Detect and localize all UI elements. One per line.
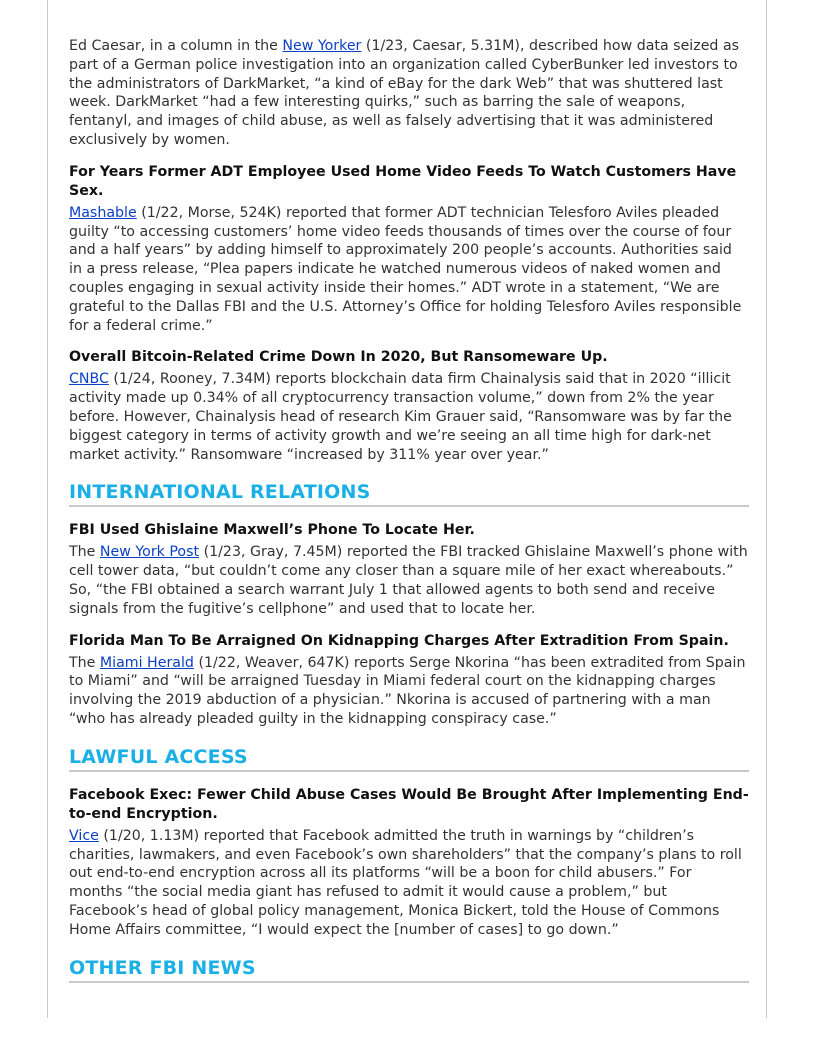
article-headline: Facebook Exec: Fewer Child Abuse Cases Would Be Brought After Implementing End-to-end Encryption. <box>69 786 749 822</box>
article-body <box>69 543 749 618</box>
source-link[interactable]: CNBC <box>69 371 109 388</box>
article-headline: Florida Man To Be Arraigned On Kidnapping Charges After Extradition From Spain. <box>69 632 729 649</box>
article-text: (1/20, 1.13M) reported that Facebook admitted the truth in warnings by “children’s charities, lawmakers, and even Facebook’s own shareholders” that the company’s plans to roll out end-to-end encryption across all its platforms “will be a boon for child abusers.” For months “the social media giant has refused to admit it would cause a problem,” but Facebook’s head of global policy management, Monica Bickert, told the House of Commons Home Affairs committee, “I would expect the [number of cases] to go down.” <box>69 827 742 938</box>
article-body <box>69 204 749 336</box>
section-heading-international-relations: INTERNATIONAL RELATIONS <box>69 481 749 507</box>
article-text: (1/23, Caesar, 5.31M), described how data seized as part of a German police investigation into an organization called CyberBunker led investors to the administrators of DarkMarket, “a kind of eBay for the dark Web” that was shuttered last week. DarkMarket “had a few interesting quirks,” such as barring the sale of weapons, fentanyl, and images of child abuse, as well as falsely advertising that it was administered exclusively by women. <box>69 38 740 148</box>
section-heading-other-fbi-news: OTHER FBI NEWS <box>69 957 749 983</box>
article-headline: FBI Used Ghislaine Maxwell’s Phone To Locate Her. <box>69 522 475 539</box>
article-text: (1/22, Morse, 524K) reported that former ADT technician Telesforo Aviles pleaded guilty “to accessing customers’ home video feeds thousands of times over the course of four and a half years” by adding himself to approximately 200 people’s accounts. Authorities said in a press release, “Plea papers indicate he watched numerous videos of naked women and couples engaging in sexual activity inside their homes.” ADT wrote in a statement, “We are grateful to the Dallas FBI and the U.S. Attorney’s Office for holding Telesforo Aviles responsible for a federal crime.” <box>69 204 742 334</box>
article-lead: The <box>69 654 100 671</box>
newsletter-content <box>69 37 749 983</box>
article-headline: Overall Bitcoin-Related Crime Down In 2020, But Ransomeware Up. <box>69 349 608 366</box>
article-body <box>69 370 749 464</box>
section-heading-lawful-access: LAWFUL ACCESS <box>69 746 749 772</box>
newsletter-page <box>47 0 767 1018</box>
source-link[interactable]: Vice <box>69 827 99 844</box>
article-text: (1/23, Gray, 7.45M) reported the FBI tracked Ghislaine Maxwell’s phone with cell tower data, “but couldn’t come any closer than a square mile of her exact whereabouts.” So, “the FBI obtained a search warrant July 1 that allowed agents to both send and receive signals from the fugitive’s cellphone” and used that to locate her. <box>69 544 748 617</box>
article-lead: Ed Caesar, in a column in the <box>69 38 283 54</box>
article-body <box>69 827 749 940</box>
article-lead: The <box>69 544 100 561</box>
article-headline: For Years Former ADT Employee Used Home Video Feeds To Watch Customers Have Sex. <box>69 163 737 199</box>
source-link[interactable]: New Yorker <box>282 38 362 54</box>
article-text: (1/24, Rooney, 7.34M) reports blockchain data firm Chainalysis said that in 2020 “illicit activity made up 0.34% of all cryptocurrency transaction volume,” down from 2% the year before. However, Chainalysis head of research Kim Grauer said, “Ransomware was by far the biggest category in terms of activity growth and we’re seeing an all time high for dark-net market activity.” Ransomware “increased by 311% year over year.” <box>69 371 732 463</box>
article-text: (1/22, Weaver, 647K) reports Serge Nkorina “has been extradited from Spain to Miami” and “will be arraigned Tuesday in Miami federal court on the kidnapping charges involving the 2019 abduction of a physician.” Nkorina is accused of partnering with a man “who has already pleaded guilty in the kidnapping conspiracy case.” <box>69 654 746 727</box>
article-body <box>69 37 749 150</box>
source-link[interactable]: Mashable <box>69 204 137 221</box>
source-link[interactable]: Miami Herald <box>99 654 194 671</box>
article-body <box>69 654 749 729</box>
source-link[interactable]: New York Post <box>99 544 200 561</box>
